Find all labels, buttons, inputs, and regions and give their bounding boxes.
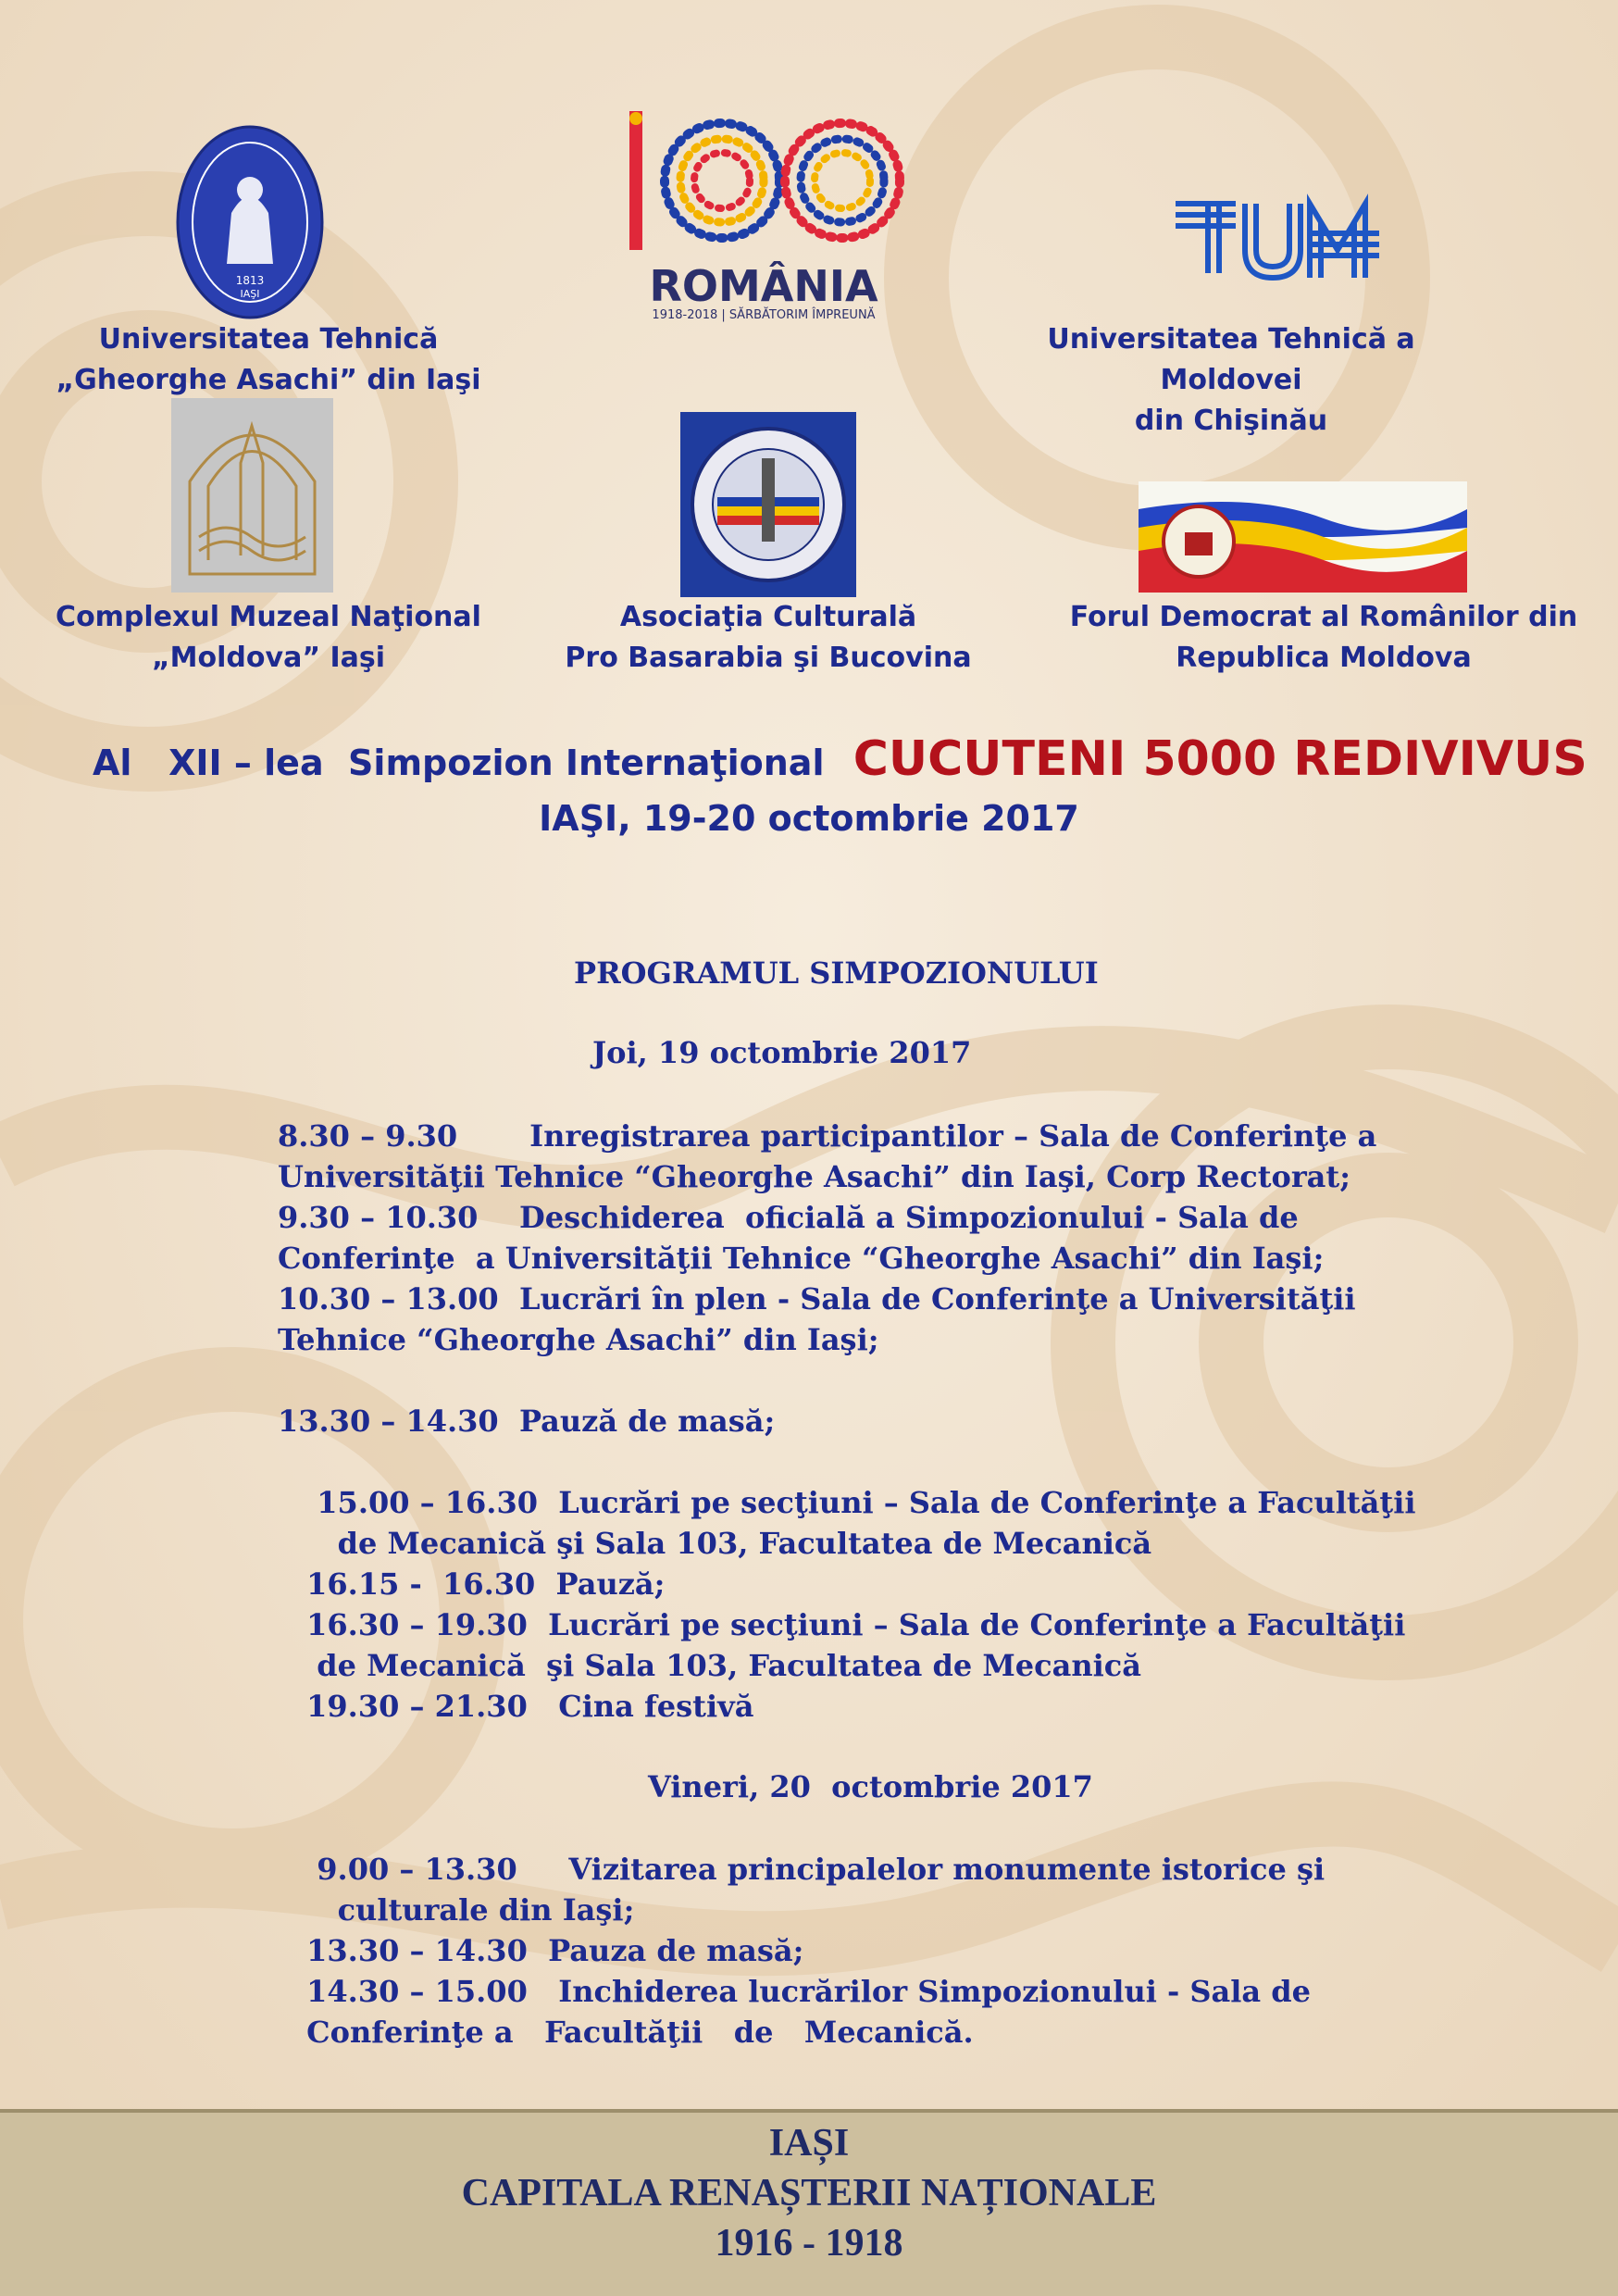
event-title-prefix: Al XII – lea Simpozion Internaţional [93, 742, 825, 783]
day1-lunch: 13.30 – 14.30 Pauză de masă; [278, 1404, 776, 1439]
event-title-highlight: CUCUTENI 5000 REDIVIVUS [853, 731, 1587, 787]
romania-centenar-logo [611, 102, 916, 324]
org-muzeu [51, 597, 486, 679]
footer-line1: IAȘI [768, 2122, 850, 2165]
utm-logo [1171, 185, 1384, 287]
org-muzeu-line2: „Moldova” Iaşi [151, 642, 386, 674]
program-line: 10.30 – 13.00 Lucrări în plen - Sala de Conferinţe a Universităţii [278, 1281, 1356, 1316]
org-forul [1055, 597, 1592, 679]
event-place-date: IAŞI, 19-20 octombrie 2017 [539, 798, 1079, 839]
asociatia-logo [680, 412, 856, 597]
program-line: 16.30 – 19.30 Lucrări pe secţiuni – Sala de Conferinţe a Facultăţii [296, 1607, 1406, 1642]
program-line: 9.30 – 10.30 Deschiderea oficială a Simpozionului - Sala de [278, 1200, 1299, 1235]
footer-line2: CAPITALA RENAȘTERII NAȚIONALE [461, 2172, 1157, 2215]
program-line: 9.00 – 13.30 Vizitarea principalelor monumente istorice şi [296, 1852, 1326, 1887]
footer-line3: 1916 - 1918 [715, 2222, 903, 2265]
program-line: 13.30 – 14.30 Pauza de masă; [296, 1933, 804, 1968]
org-utm-line2: din Chişinău [1134, 405, 1328, 437]
event-title [93, 731, 1587, 787]
program-line: de Mecanică şi Sala 103, Facultatea de Mecanică [296, 1648, 1141, 1683]
day1-block1 [278, 1116, 1376, 1360]
program-line: culturale din Iaşi; [296, 1892, 635, 1928]
forul-logo [1139, 481, 1467, 593]
centenar-dots-icon [611, 102, 916, 259]
program-line: 16.15 - 16.30 Pauză; [296, 1566, 666, 1602]
org-asociatia-line2: Pro Basarabia şi Bucovina [565, 642, 972, 674]
org-asociatia-line1: Asociaţia Culturală [619, 601, 917, 633]
org-muzeu-line1: Complexul Muzeal Naţional [56, 601, 481, 633]
org-utm [1027, 319, 1435, 442]
svg-text:IAŞI: IAŞI [240, 288, 260, 300]
program-line: Universităţii Tehnice “Gheorghe Asachi” din Iaşi, Corp Rectorat; [278, 1159, 1350, 1194]
program-line: 15.00 – 16.30 Lucrări pe secţiuni – Sala de Conferinţe a Facultăţii [296, 1485, 1416, 1520]
program-line: 8.30 – 9.30 Inregistrarea participantilor – Sala de Conferinţe a [278, 1118, 1377, 1154]
org-asociatia [555, 597, 981, 679]
muzeu-logo [171, 398, 333, 593]
centenar-tagline: 1918-2018 | SĂRBĂTORIM ÎMPREUNĂ [652, 308, 876, 322]
org-forul-line1: Forul Democrat al Românilor din [1069, 601, 1578, 633]
org-utm-line1: Universitatea Tehnică a Moldovei [1047, 323, 1415, 396]
org-tuiasi-line1: Universitatea Tehnică [98, 323, 439, 356]
program-line: 14.30 – 15.00 Inchiderea lucrărilor Simpozionului - Sala de [296, 1974, 1312, 2009]
day1-heading: Joi, 19 octombrie 2017 [592, 1035, 972, 1070]
day2-block [296, 1849, 1325, 2053]
centenar-name: ROMÂNIA [649, 261, 878, 311]
footer-band [0, 2109, 1618, 2296]
day1-block2 [296, 1482, 1416, 1727]
day2-heading: Vineri, 20 octombrie 2017 [648, 1769, 1093, 1804]
program-line: 19.30 – 21.30 Cina festivă [296, 1689, 754, 1724]
org-tuiasi [56, 319, 481, 401]
tuiasi-seal-logo [176, 125, 324, 319]
org-forul-line2: Republica Moldova [1176, 642, 1472, 674]
program-heading: PROGRAMUL SIMPOZIONULUI [574, 955, 1099, 991]
program-line: Conferinţe a Facultăţii de Mecanică. [296, 2015, 974, 2050]
program-line: de Mecanică şi Sala 103, Facultatea de Mecanică [296, 1526, 1152, 1561]
svg-text:1813: 1813 [235, 274, 265, 287]
program-line: Conferinţe a Universităţii Tehnice “Gheorghe Asachi” din Iaşi; [278, 1241, 1325, 1276]
program-line: Tehnice “Gheorghe Asachi” din Iaşi; [278, 1322, 879, 1357]
org-tuiasi-line2: „Gheorghe Asachi” din Iaşi [56, 364, 481, 396]
